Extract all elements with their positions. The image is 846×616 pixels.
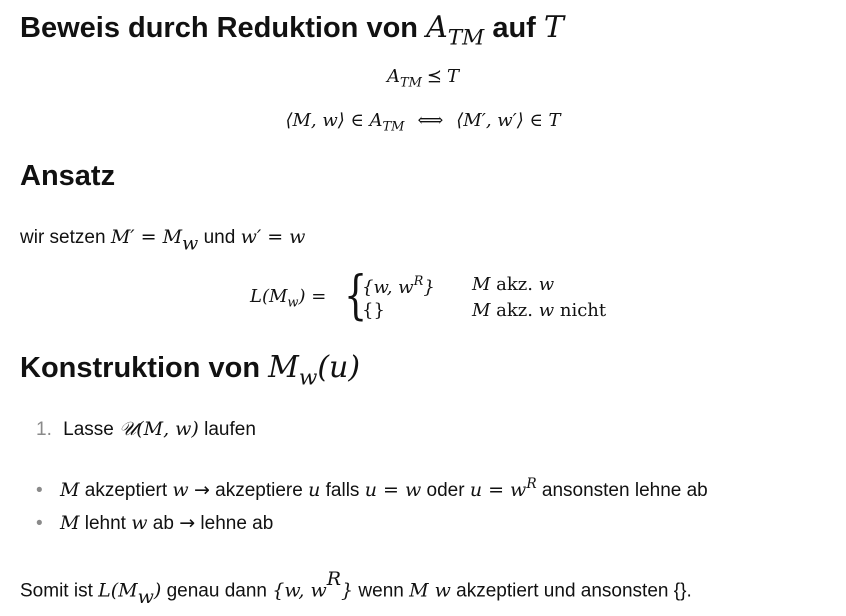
math-var-t: T: [543, 10, 564, 45]
setting-paragraph: wir setzen M′ = Mw und w′ = w: [20, 226, 306, 255]
case-row-1-condition: M akz. w: [472, 274, 555, 295]
heading-text: Beweis durch Reduktion von: [20, 12, 418, 44]
equivalence-formula: ⟨M, w⟩ ∈ $A_{TM}$ ⟺ ⟨M′, w′⟩ ∈ T: [285, 110, 561, 135]
bullet-item-reject: • M lehnt w ab → lehne ab: [36, 512, 274, 534]
math-var-a: $A_{TM}$: [426, 10, 485, 51]
case-row-2-condition: M akz. w nicht: [472, 300, 607, 321]
cases-brace: {: [344, 266, 368, 326]
heading-beweis: [20, 10, 564, 51]
heading-connector: auf: [492, 12, 536, 44]
ordered-list-item: 1. Lasse 𝒰(M, w) laufen: [36, 418, 256, 440]
case-row-2-value: {}: [362, 300, 385, 321]
language-cases: [250, 266, 670, 332]
cases-lhs: $L(M_w)$ =: [250, 286, 327, 311]
conclusion-paragraph: Somit ist L(Mw) genau dann {w, wR} wenn M w akzeptiert und ansonsten {}.: [20, 568, 692, 609]
case-row-1-value: {w, $w^R$}: [362, 274, 435, 298]
heading-konstruktion: Konstruktion von $M_w(u)$: [20, 350, 361, 391]
reduction-formula: $A_{TM}$ ⪯ T: [386, 66, 460, 91]
bullet-item-accept: • M akzeptiert w → akzeptiere u falls u = w oder $u = w^R$ ansonsten lehne ab: [36, 476, 708, 502]
heading-ansatz: Ansatz: [20, 160, 116, 192]
